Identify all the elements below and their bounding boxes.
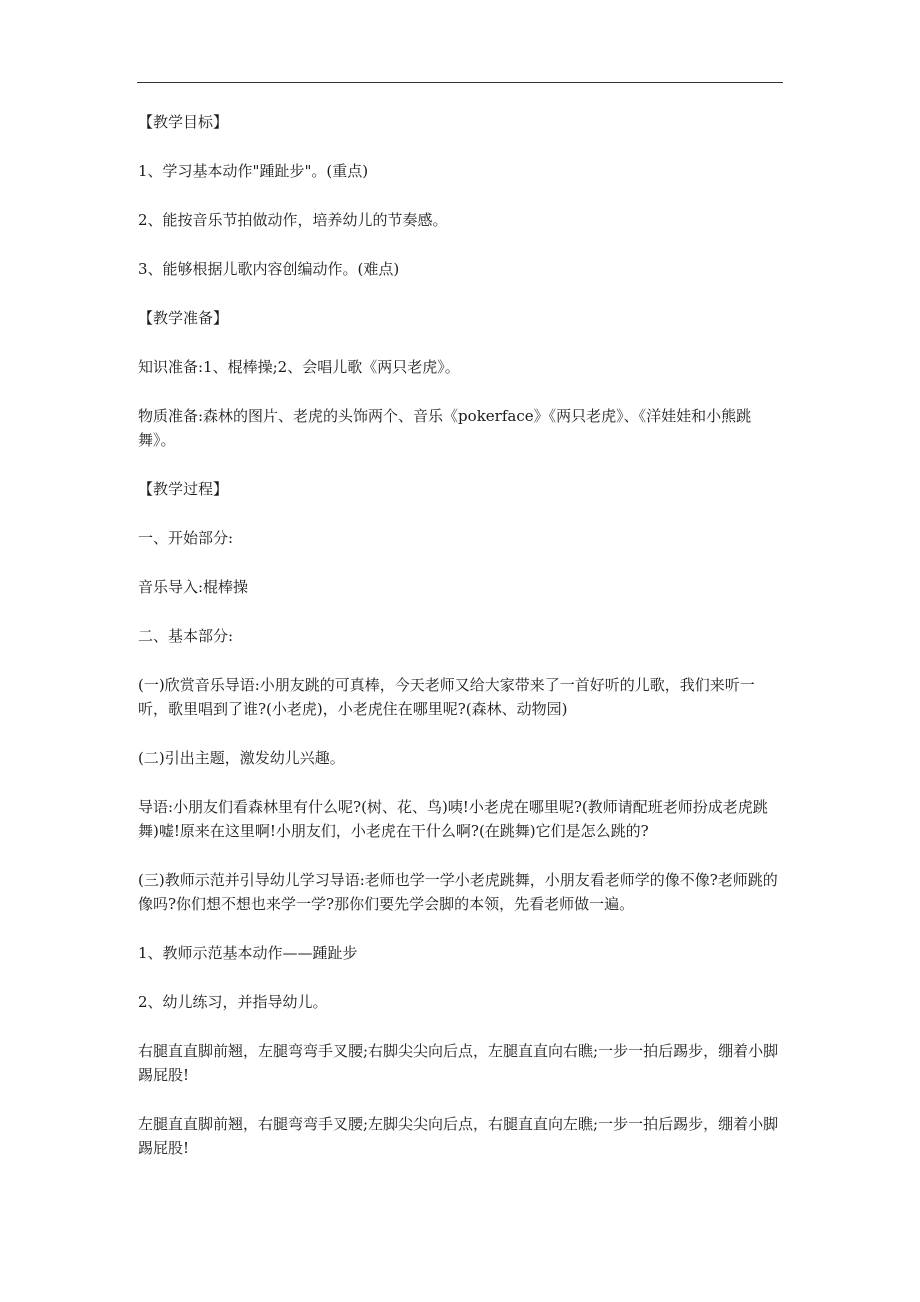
- paragraph: 二、基本部分:: [138, 627, 234, 645]
- paragraph: 知识准备:1、棍棒操;2、会唱儿歌《两只老虎》。: [138, 358, 460, 376]
- section-heading-process: 【教学过程】: [138, 480, 229, 498]
- paragraph: 2、幼儿练习，并指导幼儿。: [138, 993, 328, 1011]
- paragraph: 2、能按音乐节拍做动作，培养幼儿的节奏感。: [138, 211, 448, 229]
- paragraph: (三)教师示范并引导幼儿学习导语:老师也学一学小老虎跳舞，小朋友看老师学的像不像?老师跳的像吗?你们想不想也来学一学?那你们要先学会脚的本领，先看老师做一遍。: [138, 871, 778, 913]
- paragraph: 左腿直直脚前翘，右腿弯弯手叉腰;左脚尖尖向后点，右腿直直向左瞧;一步一拍后踢步，绷着小脚踢屁股!: [138, 1115, 779, 1157]
- section-heading-objectives: 【教学目标】: [138, 113, 229, 131]
- paragraph: (一)欣赏音乐导语:小朋友跳的可真棒，今天老师又给大家带来了一首好听的儿歌，我们来听一听，歌里唱到了谁?(小老虎)，小老虎住在哪里呢?(森林、动物园): [138, 676, 755, 718]
- paragraph: 一、开始部分:: [138, 529, 234, 547]
- header-rule: [137, 82, 783, 83]
- paragraph: 3、能够根据儿歌内容创编动作。(难点): [138, 260, 400, 278]
- paragraph: 物质准备:森林的图片、老虎的头饰两个、音乐《pokerface》《两只老虎》、《洋娃娃和小熊跳舞》。: [138, 407, 752, 449]
- paragraph: 1、教师示范基本动作——踵趾步: [138, 944, 358, 962]
- section-heading-preparation: 【教学准备】: [138, 309, 229, 327]
- document-body: [138, 110, 783, 1185]
- paragraph: (二)引出主题，激发幼儿兴趣。: [138, 749, 345, 767]
- paragraph: 导语:小朋友们看森林里有什么呢?(树、花、鸟)咦!小老虎在哪里呢?(教师请配班老师扮成老虎跳舞)嘘!原来在这里啊!小朋友们，小老虎在干什么啊?(在跳舞)它们是怎么跳的?: [138, 798, 768, 840]
- paragraph: 右腿直直脚前翘，左腿弯弯手叉腰;右脚尖尖向后点，左腿直直向右瞧;一步一拍后踢步，绷着小脚踢屁股!: [138, 1042, 779, 1084]
- paragraph: 音乐导入:棍棒操: [138, 578, 249, 596]
- paragraph: 1、学习基本动作"踵趾步"。(重点): [138, 162, 369, 180]
